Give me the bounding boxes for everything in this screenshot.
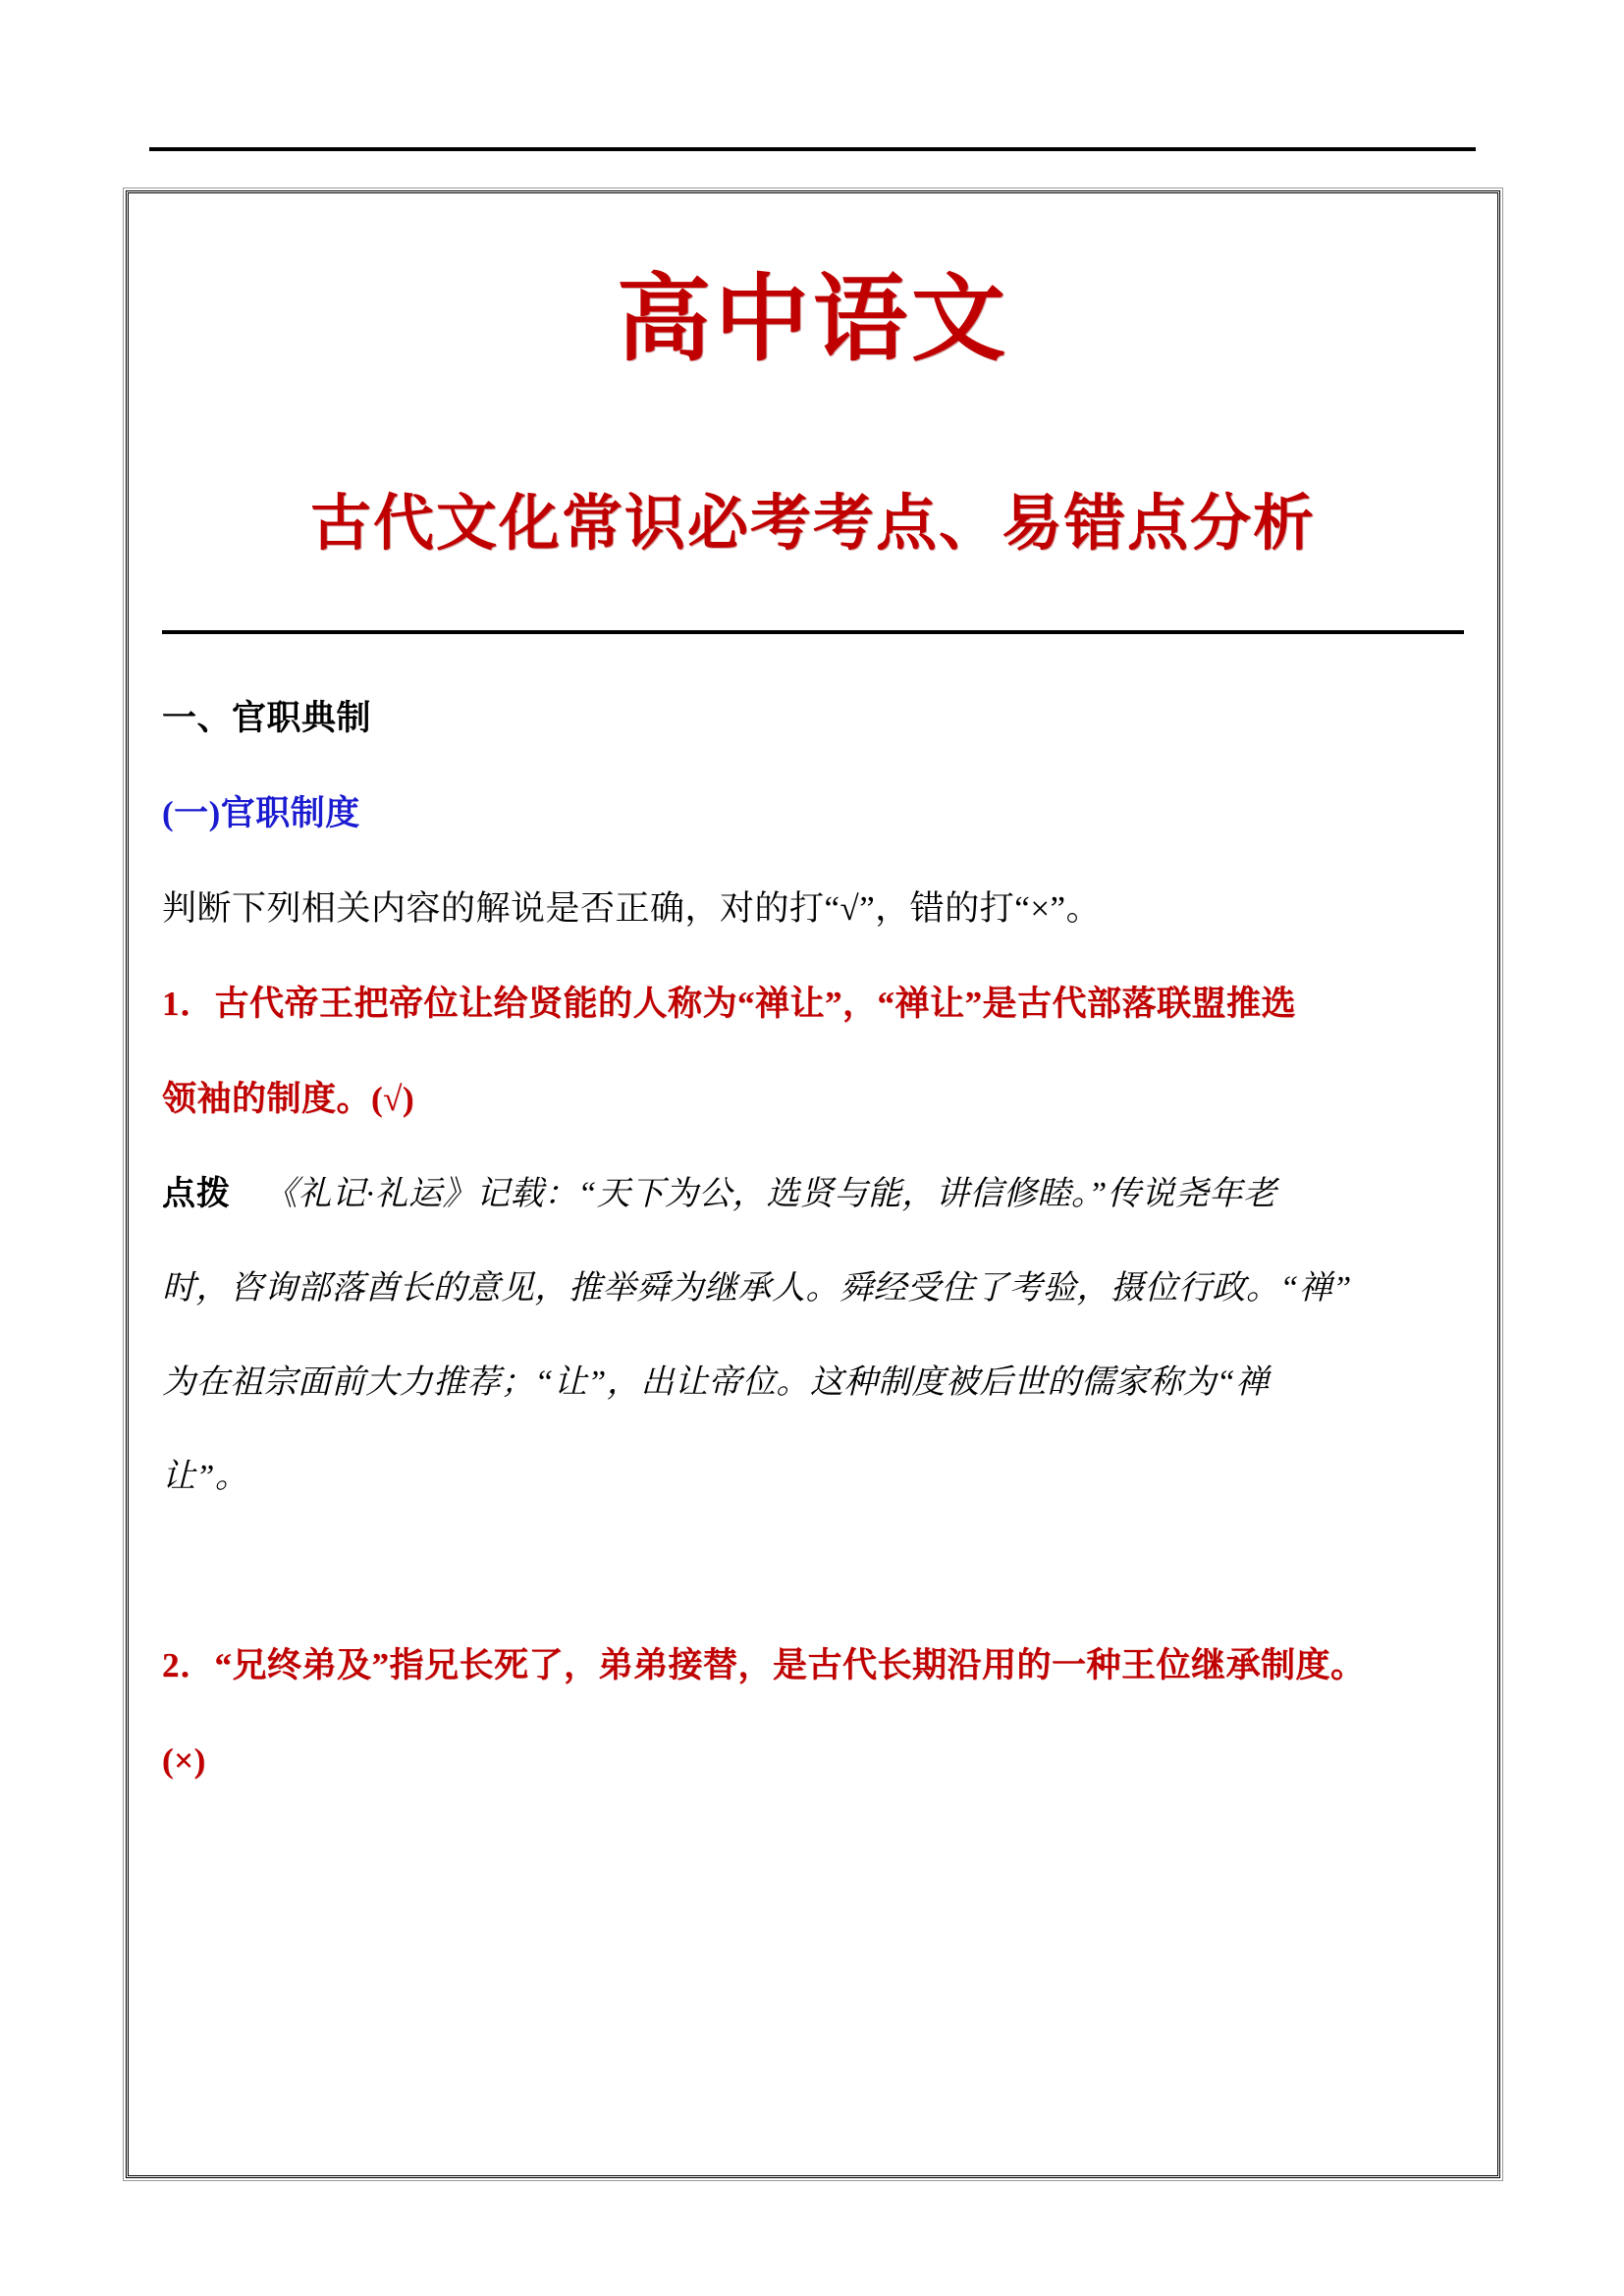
header-rule	[149, 147, 1476, 151]
subsection-heading-paragraph	[162, 767, 1464, 862]
paragraph-spacer	[162, 1524, 1464, 1619]
question-1-line-1	[162, 957, 1464, 1052]
content-frame-inner	[129, 193, 1497, 2175]
question-2-number: 2．	[162, 1645, 215, 1684]
explanation-text-line-4: 让”。	[162, 1458, 249, 1495]
explanation-line-2	[162, 1242, 1464, 1336]
question-1-text-line-2: 领袖的制度。(√)	[162, 1079, 415, 1118]
question-2-line-2	[162, 1714, 1464, 1809]
instruction-paragraph	[162, 862, 1464, 957]
question-2-line-1	[162, 1619, 1464, 1714]
explanation-line-1	[162, 1148, 1464, 1242]
content-frame-border	[126, 190, 1500, 2178]
subsection-heading: (一)官职制度	[162, 793, 360, 832]
explanation-text-line-1: 《礼记·礼运》记载：“天下为公，选贤与能，讲信修睦。”传说尧年老	[264, 1175, 1277, 1212]
explanation-text-line-2: 时，咨询部落酋长的意见，推举舜为继承人。舜经受住了考验，摄位行政。“禅”	[162, 1269, 1352, 1307]
explanation-line-3	[162, 1336, 1464, 1430]
title-block	[162, 193, 1464, 561]
section-heading: 一、官职典制	[162, 698, 372, 737]
question-2-text-line-2: (×)	[162, 1740, 206, 1780]
section-heading-paragraph	[162, 671, 1464, 767]
question-2-text-line-1: “兄终弟及”指兄长死了，弟弟接替，是古代长期沿用的一种王位继承制度。	[214, 1645, 1366, 1684]
body-block	[162, 634, 1464, 1809]
question-1-text-line-1: 古代帝王把帝位让给贤能的人称为“禅让”，“禅让”是古代部落联盟推选	[214, 984, 1297, 1023]
explanation-line-4	[162, 1430, 1464, 1524]
main-title: 高中语文	[617, 267, 1009, 372]
explanation-label: 点拨	[162, 1175, 231, 1212]
question-1-line-2	[162, 1052, 1464, 1148]
instruction-text: 判断下列相关内容的解说是否正确，对的打“√”，错的打“×”。	[162, 888, 1102, 928]
question-1-number: 1．	[162, 984, 215, 1023]
subtitle: 古代文化常识必考考点、易错点分析	[309, 490, 1316, 559]
explanation-text-line-3: 为在祖宗面前大力推荐；“让”，出让帝位。这种制度被后世的儒家称为“禅	[162, 1363, 1270, 1401]
